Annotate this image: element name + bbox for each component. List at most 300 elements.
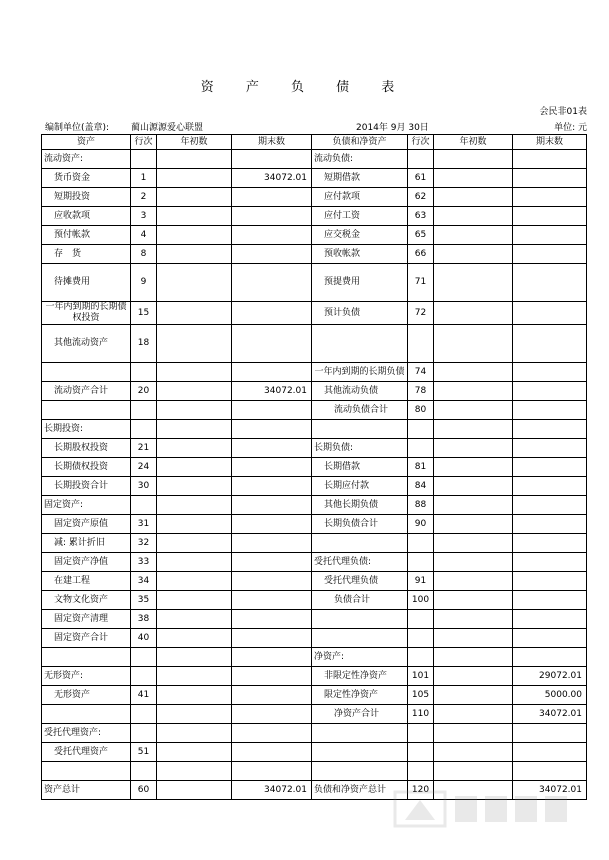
asset-opening-balance [157,572,232,591]
asset-opening-balance [157,724,232,743]
liability-closing-balance: 34072.01 [513,705,587,724]
liability-closing-balance [513,207,587,226]
asset-opening-balance [157,226,232,245]
liability-closing-balance [513,439,587,458]
table-row [42,724,587,743]
liability-opening-balance [434,534,513,553]
asset-opening-balance [157,686,232,705]
table-row [42,477,587,496]
asset-closing-balance: 34072.01 [232,382,312,401]
liability-item-label: 预收帐款 [312,245,408,264]
asset-closing-balance [232,743,312,762]
asset-opening-balance [157,188,232,207]
liability-item-label: 净资产合计 [312,705,408,724]
asset-closing-balance [232,629,312,648]
liability-line-number: 91 [408,572,434,591]
table-row [42,382,587,401]
table-row [42,458,587,477]
asset-line-number: 4 [131,226,157,245]
liability-item-label: 非限定性净资产 [312,667,408,686]
liability-line-number [408,534,434,553]
table-row [42,169,587,188]
liability-line-number: 66 [408,245,434,264]
liability-closing-balance [513,245,587,264]
asset-line-number [131,420,157,439]
liability-line-number: 101 [408,667,434,686]
asset-line-number: 40 [131,629,157,648]
asset-opening-balance [157,363,232,382]
liability-closing-balance [513,458,587,477]
asset-line-number: 3 [131,207,157,226]
column-header: 期末数 [232,135,312,150]
asset-item-label: 长期债权投资 [42,458,131,477]
asset-item-label: 短期投资 [42,188,131,207]
table-row [42,150,587,169]
liability-line-number [408,743,434,762]
asset-line-number: 24 [131,458,157,477]
liability-closing-balance [513,420,587,439]
table-row [42,610,587,629]
asset-closing-balance [232,705,312,724]
asset-line-number [131,150,157,169]
asset-opening-balance [157,648,232,667]
asset-line-number: 9 [131,264,157,302]
liability-closing-balance [513,572,587,591]
asset-closing-balance [232,150,312,169]
asset-item-label: 固定资产: [42,496,131,515]
liability-opening-balance [434,207,513,226]
asset-item-label: 流动资产合计 [42,382,131,401]
liability-opening-balance [434,458,513,477]
liability-line-number [408,762,434,781]
liability-closing-balance [513,515,587,534]
liability-opening-balance [434,245,513,264]
asset-line-number: 30 [131,477,157,496]
liability-opening-balance [434,515,513,534]
liability-item-label: 短期借款 [312,169,408,188]
table-row [42,325,587,363]
liability-opening-balance [434,188,513,207]
asset-closing-balance [232,515,312,534]
asset-line-number: 2 [131,188,157,207]
liability-closing-balance [513,496,587,515]
asset-line-number: 33 [131,553,157,572]
liability-line-number: 80 [408,401,434,420]
table-row [42,207,587,226]
liability-item-label: 受托代理负债 [312,572,408,591]
liability-closing-balance [513,534,587,553]
asset-opening-balance [157,553,232,572]
liability-item-label: 长期负债合计 [312,515,408,534]
asset-item-label: 文物文化资产 [42,591,131,610]
liability-opening-balance [434,302,513,325]
table-row [42,667,587,686]
liability-item-label [312,325,408,363]
asset-item-label: 无形资产: [42,667,131,686]
liability-line-number [408,724,434,743]
column-header: 行次 [408,135,434,150]
table-row [42,302,587,325]
liability-item-label: 长期应付款 [312,477,408,496]
liability-line-number: 65 [408,226,434,245]
table-row [42,496,587,515]
asset-closing-balance [232,591,312,610]
asset-closing-balance [232,610,312,629]
table-row [42,264,587,302]
liability-item-label: 应交税金 [312,226,408,245]
liability-opening-balance [434,724,513,743]
liability-opening-balance [434,610,513,629]
asset-opening-balance [157,629,232,648]
watermark-logo [391,786,581,836]
asset-closing-balance [232,496,312,515]
asset-closing-balance [232,325,312,363]
liability-line-number [408,648,434,667]
asset-item-label [42,705,131,724]
liability-line-number [408,610,434,629]
asset-item-label: 长期投资: [42,420,131,439]
column-header: 负债和净资产 [312,135,408,150]
liability-item-label [312,762,408,781]
asset-line-number: 21 [131,439,157,458]
asset-closing-balance [232,762,312,781]
asset-opening-balance [157,743,232,762]
liability-line-number: 71 [408,264,434,302]
liability-closing-balance [513,169,587,188]
asset-item-label [42,648,131,667]
asset-line-number: 20 [131,382,157,401]
asset-item-label: 减: 累计折旧 [42,534,131,553]
asset-line-number: 31 [131,515,157,534]
asset-closing-balance [232,572,312,591]
liability-line-number: 78 [408,382,434,401]
asset-opening-balance [157,325,232,363]
asset-opening-balance [157,439,232,458]
asset-line-number [131,648,157,667]
asset-closing-balance [232,245,312,264]
asset-item-label: 一年内到期的长期债权投资 [42,302,131,325]
asset-closing-balance [232,553,312,572]
liability-opening-balance [434,762,513,781]
asset-closing-balance [232,226,312,245]
liability-item-label [312,610,408,629]
asset-item-label [42,363,131,382]
asset-line-number [131,401,157,420]
liability-line-number: 110 [408,705,434,724]
asset-closing-balance [232,477,312,496]
table-row [42,743,587,762]
liability-item-label: 流动负债合计 [312,401,408,420]
liability-closing-balance [513,648,587,667]
liability-closing-balance [513,226,587,245]
liability-line-number [408,439,434,458]
table-row [42,439,587,458]
liability-opening-balance [434,496,513,515]
liability-closing-balance [513,325,587,363]
asset-closing-balance [232,302,312,325]
asset-line-number: 8 [131,245,157,264]
liability-opening-balance [434,439,513,458]
asset-opening-balance [157,169,232,188]
liability-line-number [408,150,434,169]
table-row [42,188,587,207]
table-row [42,648,587,667]
asset-item-label: 无形资产 [42,686,131,705]
liability-closing-balance [513,382,587,401]
table-row [42,420,587,439]
form-code: 会民非01表 [539,107,587,117]
liability-opening-balance [434,169,513,188]
liability-line-number: 105 [408,686,434,705]
liability-opening-balance [434,150,513,169]
asset-item-label: 在建工程 [42,572,131,591]
asset-item-label: 固定资产清理 [42,610,131,629]
table-header-row [42,135,587,150]
asset-line-number [131,667,157,686]
asset-item-label: 固定资产原值 [42,515,131,534]
liability-opening-balance [434,264,513,302]
liability-closing-balance: 5000.00 [513,686,587,705]
asset-closing-balance [232,363,312,382]
asset-item-label [42,762,131,781]
table-row [42,226,587,245]
liability-line-number: 100 [408,591,434,610]
liability-closing-balance [513,302,587,325]
asset-closing-balance [232,439,312,458]
asset-opening-balance [157,150,232,169]
liability-item-label: 负债合计 [312,591,408,610]
table-row [42,705,587,724]
liability-item-label: 其他长期负债 [312,496,408,515]
liability-closing-balance [513,264,587,302]
table-row [42,762,587,781]
asset-opening-balance [157,420,232,439]
liability-opening-balance [434,591,513,610]
asset-opening-balance [157,382,232,401]
asset-closing-balance [232,648,312,667]
asset-opening-balance [157,591,232,610]
asset-item-label: 货币资金 [42,169,131,188]
liability-item-label [312,534,408,553]
asset-opening-balance [157,667,232,686]
asset-opening-balance [157,302,232,325]
asset-item-label [42,401,131,420]
asset-opening-balance [157,534,232,553]
liability-item-label: 一年内到期的长期负债 [312,363,408,382]
asset-line-number: 60 [131,781,157,800]
column-header: 期末数 [513,135,587,150]
liability-item-label [312,629,408,648]
asset-line-number [131,705,157,724]
liability-item-label: 净资产: [312,648,408,667]
asset-line-number: 32 [131,534,157,553]
asset-closing-balance [232,207,312,226]
asset-closing-balance [232,401,312,420]
liability-closing-balance [513,363,587,382]
balance-sheet-table [41,134,587,800]
table-row [42,686,587,705]
column-header: 行次 [131,135,157,150]
asset-opening-balance [157,496,232,515]
liability-opening-balance [434,686,513,705]
asset-closing-balance [232,188,312,207]
liability-opening-balance [434,743,513,762]
liability-line-number: 90 [408,515,434,534]
table-row [42,245,587,264]
column-header: 年初数 [157,135,232,150]
asset-opening-balance [157,762,232,781]
liability-closing-balance [513,591,587,610]
asset-item-label: 流动资产: [42,150,131,169]
liability-line-number: 61 [408,169,434,188]
asset-item-label: 固定资产净值 [42,553,131,572]
asset-item-label: 其他流动资产 [42,325,131,363]
liability-closing-balance [513,401,587,420]
liability-opening-balance [434,363,513,382]
asset-opening-balance [157,264,232,302]
liability-line-number: 88 [408,496,434,515]
asset-line-number [131,762,157,781]
table-row [42,629,587,648]
currency-unit: 单位: 元 [554,123,587,133]
table-row [42,363,587,382]
liability-line-number: 74 [408,363,434,382]
asset-line-number: 38 [131,610,157,629]
liability-line-number: 63 [408,207,434,226]
table-row [42,591,587,610]
liability-item-label: 限定性净资产 [312,686,408,705]
liability-item-label [312,420,408,439]
asset-opening-balance [157,610,232,629]
org-label: 编制单位(盖章): [45,123,110,133]
liability-closing-balance [513,150,587,169]
liability-closing-balance [513,724,587,743]
asset-line-number: 35 [131,591,157,610]
liability-item-label: 预计负债 [312,302,408,325]
liability-item-label: 负债和净资产总计 [312,781,408,800]
asset-item-label: 存 货 [42,245,131,264]
liability-item-label: 长期负债: [312,439,408,458]
page-title: 资 产 负 债 表 [200,80,409,95]
liability-opening-balance [434,629,513,648]
asset-line-number [131,363,157,382]
asset-item-label: 受托代理资产 [42,743,131,762]
liability-closing-balance: 34072.01 [513,781,587,800]
asset-opening-balance [157,515,232,534]
liability-line-number: 81 [408,458,434,477]
asset-line-number: 15 [131,302,157,325]
liability-closing-balance [513,610,587,629]
column-header: 年初数 [434,135,513,150]
asset-opening-balance [157,207,232,226]
asset-closing-balance [232,724,312,743]
liability-closing-balance [513,477,587,496]
liability-closing-balance [513,553,587,572]
asset-closing-balance [232,667,312,686]
liability-line-number [408,420,434,439]
asset-line-number [131,724,157,743]
liability-item-label [312,743,408,762]
liability-opening-balance [434,420,513,439]
asset-line-number: 1 [131,169,157,188]
table-row [42,534,587,553]
asset-closing-balance [232,686,312,705]
table-row [42,401,587,420]
liability-line-number [408,629,434,648]
table-row [42,553,587,572]
asset-opening-balance [157,477,232,496]
liability-line-number: 72 [408,302,434,325]
liability-opening-balance [434,648,513,667]
liability-opening-balance [434,667,513,686]
liability-item-label: 流动负债: [312,150,408,169]
liability-line-number: 84 [408,477,434,496]
asset-opening-balance [157,245,232,264]
liability-item-label: 长期借款 [312,458,408,477]
asset-item-label: 长期股权投资 [42,439,131,458]
asset-line-number: 18 [131,325,157,363]
asset-item-label: 待摊费用 [42,264,131,302]
liability-closing-balance: 29072.01 [513,667,587,686]
asset-opening-balance [157,705,232,724]
liability-opening-balance [434,705,513,724]
liability-opening-balance [434,226,513,245]
liability-item-label: 受托代理负债: [312,553,408,572]
column-header: 资产 [42,135,131,150]
asset-item-label: 受托代理资产: [42,724,131,743]
asset-closing-balance: 34072.01 [232,169,312,188]
asset-opening-balance [157,458,232,477]
liability-item-label: 应付款项 [312,188,408,207]
liability-opening-balance [434,572,513,591]
report-date: 2014年 9月 30日 [356,123,429,133]
liability-line-number: 62 [408,188,434,207]
asset-item-label: 固定资产合计 [42,629,131,648]
table-row [42,515,587,534]
liability-item-label: 预提费用 [312,264,408,302]
asset-closing-balance [232,534,312,553]
table-row [42,572,587,591]
liability-line-number [408,325,434,363]
asset-item-label: 应收款项 [42,207,131,226]
org-name: 蔺山源源爱心联盟 [131,123,204,133]
liability-line-number [408,553,434,572]
asset-line-number: 51 [131,743,157,762]
liability-closing-balance [513,743,587,762]
asset-opening-balance [157,781,232,800]
liability-closing-balance [513,629,587,648]
asset-item-label: 长期投资合计 [42,477,131,496]
asset-closing-balance: 34072.01 [232,781,312,800]
asset-item-label: 资产总计 [42,781,131,800]
liability-item-label: 应付工资 [312,207,408,226]
liability-closing-balance [513,762,587,781]
asset-closing-balance [232,264,312,302]
asset-line-number: 41 [131,686,157,705]
liability-opening-balance [434,325,513,363]
liability-opening-balance [434,477,513,496]
liability-item-label: 其他流动负债 [312,382,408,401]
liability-opening-balance [434,553,513,572]
asset-opening-balance [157,401,232,420]
liability-line-number: 120 [408,781,434,800]
liability-opening-balance [434,401,513,420]
asset-line-number: 34 [131,572,157,591]
asset-closing-balance [232,420,312,439]
asset-line-number [131,496,157,515]
liability-item-label [312,724,408,743]
asset-closing-balance [232,458,312,477]
